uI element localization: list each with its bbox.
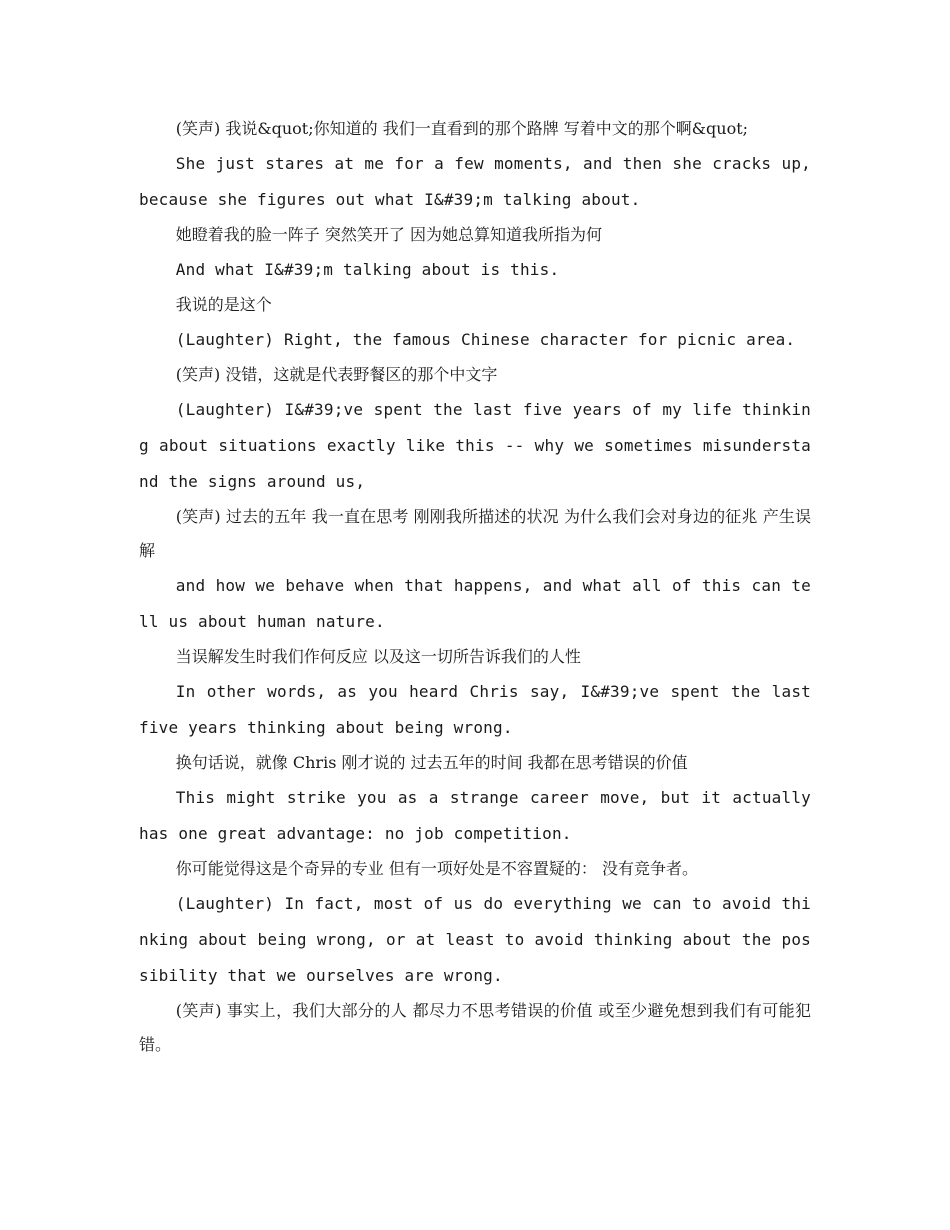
paragraph-en: She just stares at me for a few moments, and then she cracks up, because she figures out what I&#39;m talking about. (139, 154, 811, 209)
paragraph-en: And what I&#39;m talking about is this. (175, 260, 560, 279)
paragraph-zh: 她瞪着我的脸一阵子 突然笑开了 因为她总算知道我所指为何 (175, 225, 602, 244)
paragraph-zh: 当误解发生时我们作何反应 以及这一切所告诉我们的人性 (175, 647, 581, 666)
paragraph-zh: (笑声) 过去的五年 我一直在思考 刚刚我所描述的状况 为什么我们会对身边的征兆 产生误解 (139, 507, 811, 560)
document-body (139, 112, 811, 1062)
paragraph-zh: 你可能觉得这是个奇异的专业 但有一项好处是不容置疑的： 没有竞争者。 (175, 859, 698, 878)
paragraph-zh: (笑声) 我说&quot;你知道的 我们一直看到的那个路牌 写着中文的那个啊&quot; (175, 119, 749, 138)
paragraph-zh: (笑声) 没错，这就是代表野餐区的那个中文字 (175, 365, 498, 384)
paragraph-en: In other words, as you heard Chris say, I&#39;ve spent the last five years thinking about being wrong. (139, 682, 811, 737)
paragraph-en: (Laughter) I&#39;ve spent the last five years of my life thinking about situations exactly like this -- why we sometimes misunderstand the signs around us, (139, 400, 811, 491)
paragraph-en: and how we behave when that happens, and what all of this can tell us about human nature. (139, 576, 811, 631)
paragraph-en: This might strike you as a strange career move, but it actually has one great advantage: no job competition. (139, 788, 811, 843)
paragraph-zh: (笑声) 事实上，我们大部分的人 都尽力不思考错误的价值 或至少避免想到我们有可能犯错。 (139, 1001, 811, 1054)
paragraph-en: (Laughter) Right, the famous Chinese character for picnic area. (175, 330, 796, 349)
paragraph-zh: 换句话说，就像 Chris 刚才说的 过去五年的时间 我都在思考错误的价值 (175, 753, 688, 772)
paragraph-zh: 我说的是这个 (175, 295, 272, 314)
paragraph-en: (Laughter) In fact, most of us do everything we can to avoid thinking about being wrong, or at least to avoid thinking about the possibility that we ourselves are wrong. (139, 894, 811, 985)
